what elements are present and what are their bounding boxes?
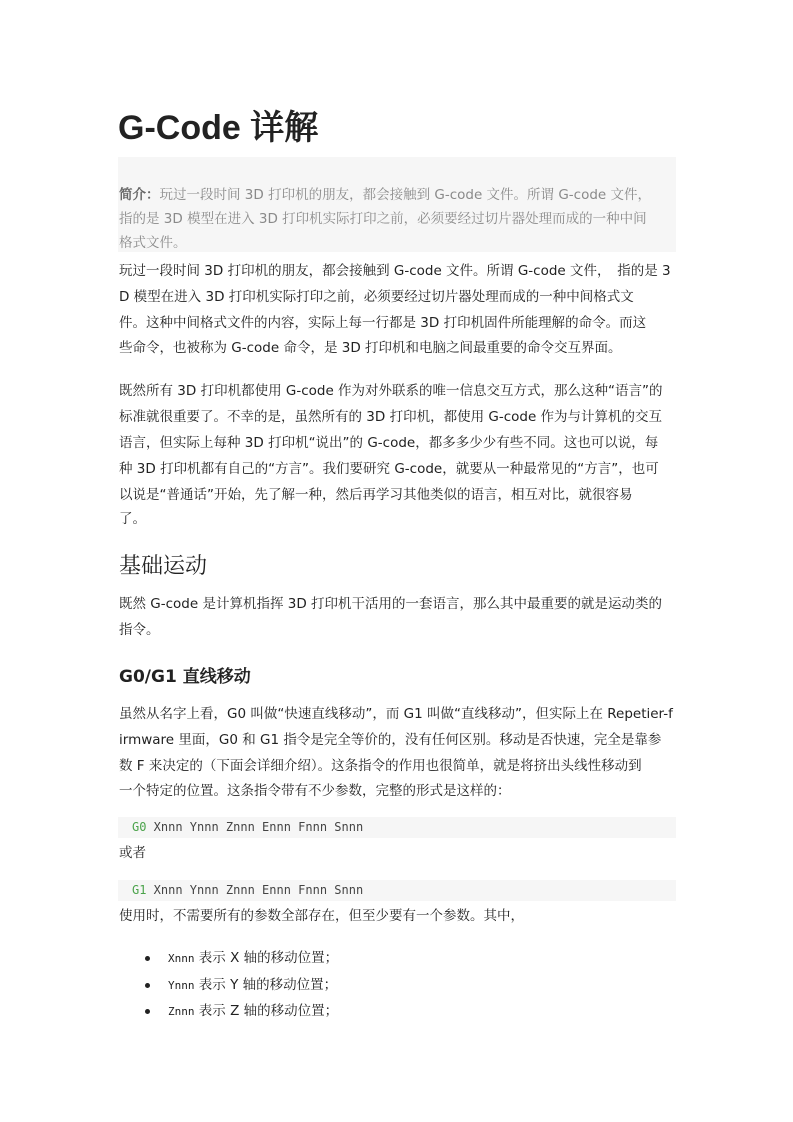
bullet-icon: [145, 1009, 150, 1014]
param-name: Znnn: [168, 1005, 195, 1018]
paragraph-line: 既然 G-code 是计算机指挥 3D 打印机干活用的一套语言，那么其中最重要的就是运动类的: [119, 596, 663, 612]
summary-line: 格式文件。: [119, 235, 187, 251]
code-args: Xnnn Ynnn Znnn Ennn Fnnn Snnn: [146, 820, 364, 834]
bullet-icon: [145, 983, 150, 988]
code-keyword: G1: [132, 883, 147, 897]
param-name: Xnnn: [168, 952, 195, 965]
summary-label: 简介：: [119, 187, 160, 203]
paragraph-line: irmware 里面，G0 和 G1 指令是完全等价的，没有任何区别。移动是否快速，完全是靠参: [119, 732, 662, 748]
paragraph-line: 以说是“普通话”开始，先了解一种，然后再学习其他类似的语言，相互对比，就很容易: [119, 487, 633, 503]
code-args: Xnnn Ynnn Znnn Ennn Fnnn Snnn: [146, 883, 364, 897]
list-item: [145, 1001, 338, 1021]
summary-line: 指的是 3D 模型在进入 3D 打印机实际打印之前，必须要经过切片器处理而成的一种中间: [119, 211, 647, 227]
paragraph-line: 或者: [119, 845, 146, 861]
paragraph-line: 使用时，不需要所有的参数全部存在，但至少要有一个参数。其中，: [119, 908, 524, 924]
param-desc: 表示 Y 轴的移动位置；: [194, 977, 338, 993]
paragraph-line: 些命令，也被称为 G-code 命令，是 3D 打印机和电脑之间最重要的命令交互界面。: [119, 340, 622, 356]
paragraph-line: 标准就很重要了。不幸的是，虽然所有的 3D 打印机，都使用 G-code 作为与计算机的交互: [119, 409, 663, 425]
summary-text: 玩过一段时间 3D 打印机的朋友，都会接触到 G-code 文件。所谓 G-code 文件，: [159, 187, 652, 203]
paragraph-line: 了。: [119, 511, 146, 527]
paragraph-line: 既然所有 3D 打印机都使用 G-code 作为对外联系的唯一信息交互方式，那么这种“语言”的: [119, 383, 663, 399]
list-item: [145, 975, 337, 995]
summary-line: [119, 185, 651, 205]
paragraph-line: D 模型在进入 3D 打印机实际打印之前，必须要经过切片器处理而成的一种中间格式文: [119, 289, 634, 305]
code-keyword: G0: [132, 820, 147, 834]
subsection-heading-g0-g1: G0/G1 直线移动: [119, 667, 251, 687]
paragraph-line: 种 3D 打印机都有自己的“方言”。我们要研究 G-code，就要从一种最常见的“方言”，也可: [119, 461, 659, 477]
paragraph-line: 语言，但实际上每种 3D 打印机“说出”的 G-code，都多多少少有些不同。这也可以说，每: [119, 435, 659, 451]
paragraph-line: 虽然从名字上看，G0 叫做“快速直线移动”，而 G1 叫做“直线移动”，但实际上在 Repetier-f: [119, 706, 673, 722]
page-title: G-Code 详解: [118, 109, 319, 147]
param-desc: 表示 X 轴的移动位置；: [194, 950, 339, 966]
code-block-g1: [118, 880, 676, 901]
code-block-g0: [118, 817, 676, 838]
paragraph-line: 指令。: [119, 622, 160, 638]
paragraph-line: 数 F 来决定的（下面会详细介绍）。这条指令的作用也很简单，就是将挤出头线性移动到: [119, 758, 642, 774]
bullet-icon: [145, 956, 150, 961]
param-name: Ynnn: [168, 979, 195, 992]
paragraph-line: 玩过一段时间 3D 打印机的朋友，都会接触到 G-code 文件。所谓 G-code 文件， 指的是 3: [119, 263, 671, 279]
list-item: [145, 948, 338, 968]
paragraph-line: 件。这种中间格式文件的内容，实际上每一行都是 3D 打印机固件所能理解的命令。而这: [119, 315, 647, 331]
paragraph-line: 一个特定的位置。这条指令带有不少参数，完整的形式是这样的：: [119, 783, 511, 799]
param-desc: 表示 Z 轴的移动位置；: [194, 1003, 339, 1019]
section-heading-basic-motion: 基础运动: [119, 554, 208, 579]
